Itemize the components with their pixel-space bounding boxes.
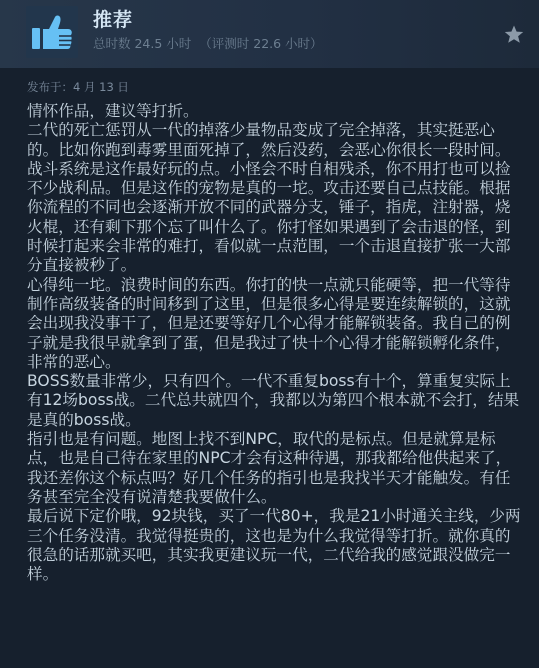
playtime-info: [93, 36, 323, 52]
review-paragraph: 最后说下定价哦，92块钱，买了一代80+，我是21小时通关主线，少两三个任务没清。我觉得挺贵的，这也是为什么我觉得等打折。就你真的很急的话那就买吧，其实我更建议玩一代，二代给我的感觉跟没做完一样。: [27, 507, 521, 584]
review-paragraph: 指引也是有问题。地图上找不到NPC，取代的是标点。但是就算是标点，也是自己待在家里的NPC才会有这种待遇，那我都给他供起来了，我还差你这个标点吗？好几个任务的指引也是我找半天才能触发。有任务甚至完全没有说清楚我要做什么。: [27, 430, 512, 506]
review-body: [27, 102, 523, 584]
review-paragraph: 情怀作品，建议等打折。: [27, 102, 199, 120]
review-paragraph: BOSS数量非常少，只有四个。一代不重复boss有十个，算重复实际上有12场boss战。二代总共就四个，我都以为第四个根本就不会打，结果是真的boss战。: [27, 372, 520, 429]
posted-date: 发布于：4 月 13 日: [27, 80, 129, 94]
steam-icon: [503, 24, 525, 46]
review-paragraph: 二代的死亡惩罚从一代的掉落少量物品变成了完全掉落，其实挺恶心的。比如你跑到毒雾里面死掉了，然后没药，会恶心你很长一段时间。: [27, 121, 511, 159]
thumbs-up-icon: [26, 6, 78, 58]
review-verdict: 推荐: [93, 9, 134, 31]
playtime-at-review: （评测时 22.6 小时）: [199, 36, 323, 51]
vote-header[interactable]: [0, 0, 539, 68]
review-paragraph: 心得纯一坨。浪费时间的东西。你打的快一点就只能硬等，把一代等待制作高级装备的时间移到了这里，但是很多心得是要连续解锁的，这就会出现我没事干了，但是还要等好几个心得才能解锁装备。我自己的例子就是我很早就拿到了蛋，但是我过了快十个心得才能解锁孵化条件，非常的恶心。: [27, 275, 511, 371]
playtime-total: 总时数 24.5 小时: [93, 36, 192, 51]
review-paragraph: 战斗系统是这作最好玩的点。小怪会不时自相残杀，你不用打也可以捡不少战利品。但是这作的宠物是真的一坨。攻击还要自己点技能。根据你流程的不同也会逐渐开放不同的武器分支，锤子，指虎，注射器，烧火棍，还有剩下那个忘了叫什么了。你打怪如果遇到了会击退的怪，到时候打起来会非常的难打，看似就一点范围，一个击退直接扩张一大部分直接被秒了。: [27, 159, 511, 275]
